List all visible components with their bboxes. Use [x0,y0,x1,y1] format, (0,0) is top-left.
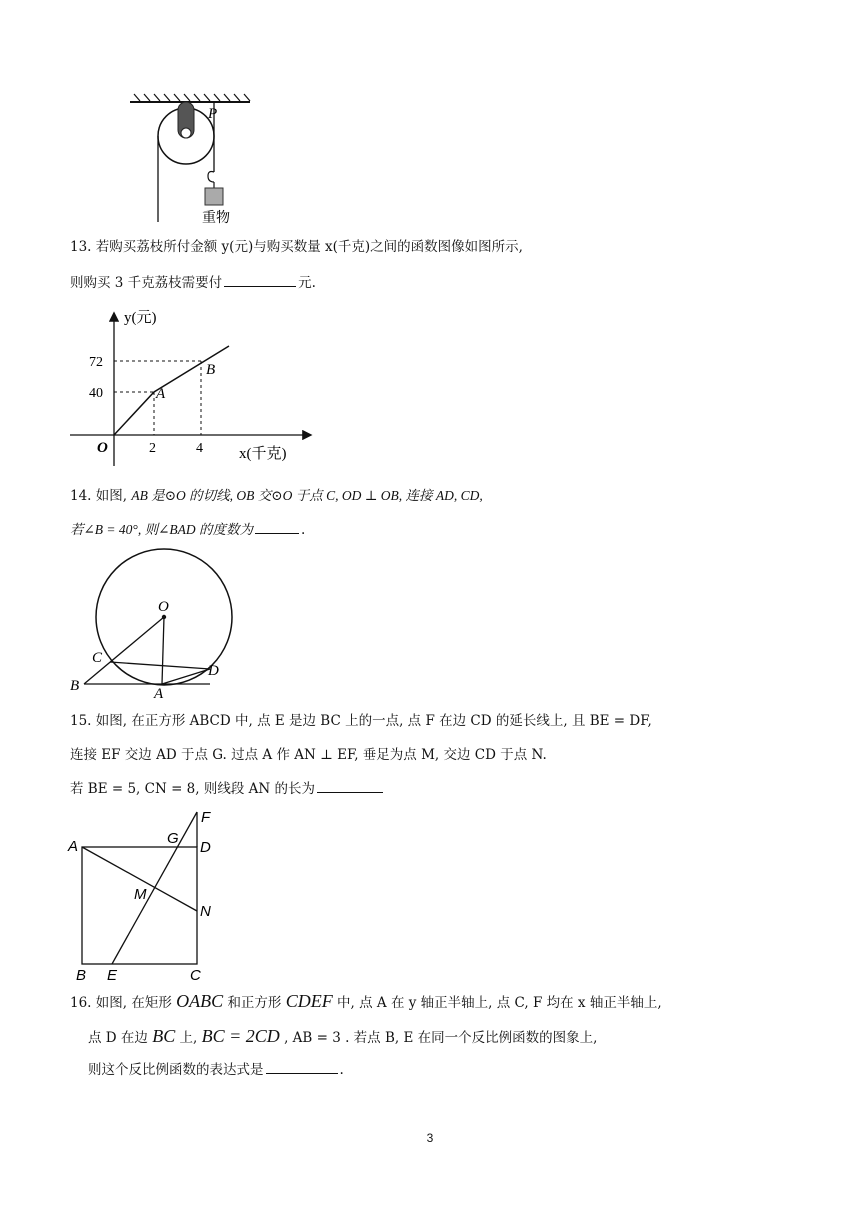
q13-y-axis-label: y(元) [124,310,157,326]
q14-line2-a: 若∠B = 40°, 则∠BAD 的度数为 [70,522,253,537]
q16-bc: BC [152,1026,176,1046]
q15-label-a: A [68,838,79,855]
q15-line2: 连接 EF 交边 AD 于点 G. 过点 A 作 AN ⊥ EF, 垂足为点 M, 交边 CD 于点 N. [70,747,547,763]
pulley-label-weight: 重物 [202,210,230,226]
q14-line1-prefix: 14. 如图, [70,488,128,504]
q14-line2-b: . [301,522,306,538]
q13-answer-blank[interactable] [224,272,296,287]
q15-label-c: C [190,967,201,984]
q15-answer-blank[interactable] [317,778,383,793]
q15-label-n: N [200,903,211,920]
q15-line3-a: 若 BE = 5, CN = 8, 则线段 AN 的长为 [70,781,315,797]
q13-tick-x-2: 2 [149,441,156,456]
q16-line1-a: 16. 如图, 在矩形 [70,995,172,1011]
q14-label-o: O [158,599,169,615]
page-number: 3 [426,1131,434,1145]
q15-line3 [70,778,385,799]
q14-line2 [70,519,305,540]
q16-line3-b: . [339,1062,344,1078]
q14-label-b: B [70,678,80,694]
q13-tick-y-72: 72 [89,355,103,370]
q16-eq: BC = 2CD [201,1026,280,1046]
q14-label-c: C [92,650,103,666]
q15-label-g: G [167,830,179,847]
q16-line1 [70,991,662,1013]
q15-label-b: B [76,967,87,984]
q13-graph [64,306,314,470]
q13-graph-line [114,346,229,435]
q16-oabc: OABC [176,991,224,1011]
q16-cdef: CDEF [285,991,333,1011]
q13-tick-y-40: 40 [89,386,103,401]
q14-label-d: D [208,663,219,679]
q16-answer-blank[interactable] [266,1059,338,1074]
q13-line2-b: 元. [298,275,316,291]
q14-line1 [70,486,483,506]
q13-point-a-label: A [156,386,166,402]
q13-x-axis-label: x(千克) [239,446,287,462]
q16-line2-b: 上, [179,1030,198,1046]
q13-line2 [70,272,316,293]
q16-line2 [88,1026,597,1048]
q15-label-d: D [200,839,211,856]
pulley-figure [120,92,260,228]
q13-line1: 13. 若购买荔枝所付金额 y(元)与购买数量 x(千克)之间的函数图像如图所示, [70,239,523,255]
q14-answer-blank[interactable] [255,519,299,534]
q14-label-a: A [154,686,164,700]
q16-line2-c: , AB = 3 . 若点 B, E 在同一个反比例函数的图象上, [284,1030,598,1046]
q13-tick-x-4: 4 [196,441,203,456]
q16-line2-a: 点 D 在边 [88,1030,148,1046]
q15-line1: 15. 如图, 在正方形 ABCD 中, 点 E 是边 BC 上的一点, 点 F 在边 CD 的延长线上, 且 BE = DF, [70,713,652,729]
q15-label-f: F [201,809,211,826]
q14-figure [62,548,242,700]
q16-line3 [88,1059,344,1080]
q16-line1-c: 中, 点 A 在 y 轴正半轴上, 点 C, F 均在 x 轴正半轴上, [337,995,662,1011]
q13-point-b-label: B [206,362,216,378]
q16-line1-b: 和正方形 [227,995,282,1011]
q13-line2-a: 则购买 3 千克荔枝需要付 [70,275,223,291]
q15-figure [64,806,224,984]
q14-line1-rest: AB 是⊙O 的切线, OB 交⊙O 于点 C, OD ⊥ OB, 连接 AD, CD, [131,488,483,503]
pulley-label-p: P [208,106,218,122]
q16-line3-a: 则这个反比例函数的表达式是 [88,1062,264,1078]
q15-label-e: E [107,967,118,984]
q15-label-m: M [134,886,147,903]
q13-origin-label: O [97,440,108,456]
